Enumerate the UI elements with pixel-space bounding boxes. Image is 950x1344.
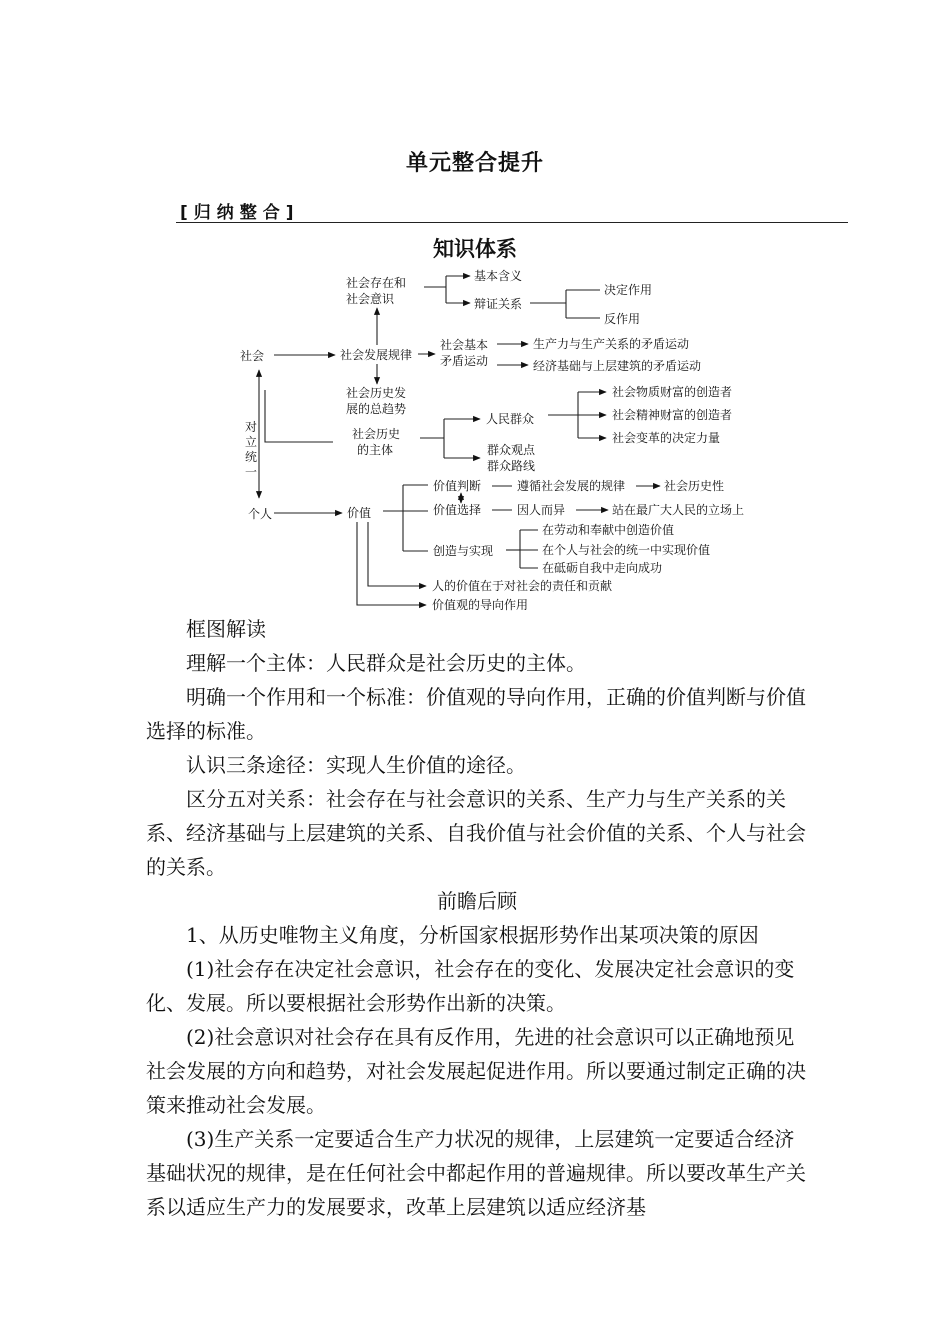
unity-char: 统 (245, 450, 258, 464)
node-spiritual: 社会精神财富的创造者 (612, 408, 733, 422)
node-masses: 人民群众 (486, 412, 535, 426)
unity-char: 对 (245, 420, 258, 434)
paragraph: (2)社会意识对社会存在具有反作用，先进的社会意识可以正确地预见社会发展的方向和趋势，对社会发展起促进作用。所以要通过制定正确的决策来推动社会发展。 (146, 1025, 806, 1117)
node-existence: 社会存在和 (346, 276, 407, 290)
node-productive: 生产力与生产关系的矛盾运动 (533, 337, 690, 351)
diagram-title: 知识体系 (433, 236, 517, 261)
node-dialectic: 辩证关系 (474, 297, 523, 311)
node-material: 社会物质财富的创造者 (612, 385, 733, 399)
node-subject: 的主体 (357, 443, 394, 457)
node-contradiction: 社会基本 (440, 338, 489, 352)
frame-heading: 框图解读 (186, 617, 266, 641)
paragraph: (3)生产关系一定要适合生产力状况的规律，上层建筑一定要适合经济基础状况的规律，是在任何社会中都起作用的普遍规律。所以要改革生产关系以适应生产力的发展要求，改革上层建筑以适应经济基 (146, 1127, 806, 1219)
paragraph: (1)社会存在决定社会意识，社会存在的变化、发展决定社会意识的变化、发展。所以要根据社会形势作出新的决策。 (146, 957, 795, 1015)
node-decisive: 决定作用 (604, 283, 653, 297)
node-basic-meaning: 基本含义 (474, 269, 523, 283)
node-reform: 社会变革的决定力量 (612, 431, 721, 445)
node-reaction: 反作用 (604, 312, 641, 326)
paragraph: 1、从历史唯物主义角度，分析国家根据形势作出某项决策的原因 (186, 923, 759, 947)
unity-char: 一 (245, 465, 258, 479)
node-trend: 展的总趋势 (346, 402, 407, 416)
node-individual: 个人 (248, 507, 273, 521)
paragraph: 理解一个主体：人民群众是社会历史的主体。 (186, 651, 586, 675)
node-economic: 经济基础与上层建筑的矛盾运动 (533, 359, 702, 373)
body-text (146, 612, 808, 1224)
node-law: 社会发展规律 (340, 348, 413, 362)
node-vary: 因人而异 (517, 503, 566, 517)
node-labor: 在劳动和奉献中创造价值 (542, 523, 675, 537)
unity-char: 立 (245, 435, 258, 449)
node-hardship: 在砥砺自我中走向成功 (542, 561, 663, 575)
node-society: 社会 (240, 349, 265, 363)
node-trend: 社会历史发 (346, 386, 407, 400)
node-unity-realize: 在个人与社会的统一中实现价值 (542, 543, 711, 557)
node-choice: 价值选择 (433, 503, 482, 517)
node-viewpoint: 群众观点 (487, 443, 536, 457)
node-viewpoint: 群众路线 (487, 459, 536, 473)
section-tag: [归纳整合] (180, 203, 300, 223)
page-title: 单元整合提升 (405, 150, 544, 176)
paragraph: 区分五对关系：社会存在与社会意识的关系、生产力与生产关系的关系、经济基础与上层建筑的关系、自我价值与社会价值的关系、个人与社会的关系。 (146, 787, 806, 879)
node-contradiction: 矛盾运动 (440, 354, 489, 368)
lookahead-heading: 前瞻后顾 (437, 889, 517, 913)
node-stand: 站在最广大人民的立场上 (612, 503, 745, 517)
node-existence: 社会意识 (346, 292, 395, 306)
node-human-value: 人的价值在于对社会的责任和贡献 (432, 579, 613, 593)
node-value: 价值 (347, 506, 372, 520)
node-judgment: 价值判断 (433, 479, 482, 493)
node-historical: 社会历史性 (664, 479, 725, 493)
knowledge-diagram (0, 260, 950, 612)
paragraph: 认识三条途径：实现人生价值的途径。 (186, 753, 526, 777)
section-divider (176, 222, 848, 223)
node-subject: 社会历史 (352, 427, 401, 441)
node-follow-law: 遵循社会发展的规律 (517, 479, 626, 493)
node-create: 创造与实现 (433, 544, 494, 558)
paragraph: 明确一个作用和一个标准：价值观的导向作用，正确的价值判断与价值选择的标准。 (146, 685, 806, 743)
node-guide: 价值观的导向作用 (432, 598, 529, 612)
